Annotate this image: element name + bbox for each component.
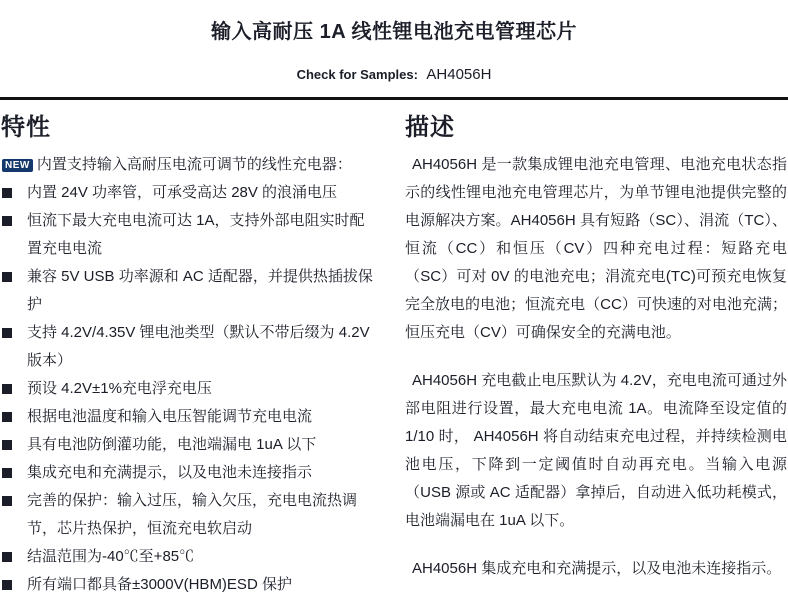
feature-item [1,179,378,207]
bullet-square-icon [2,496,12,506]
bullet-square-icon [2,412,12,422]
feature-item-text: 集成充电和充满提示，以及电池未连接指示 [27,464,313,481]
feature-item [1,403,378,431]
feature-item [1,319,378,375]
bullet-square-icon [2,468,12,478]
feature-item-text: 具有电池防倒灌功能，电池端漏电 1uA 以下 [27,436,317,453]
features-list [1,179,378,599]
bullet-square-icon [2,440,12,450]
bullet-square-icon [2,188,12,198]
new-badge: NEW [2,159,33,172]
feature-item-text: 预设 4.2V±1%充电浮充电压 [27,380,212,397]
feature-item [1,487,378,543]
feature-item-text: 所有端口都具备±3000V(HBM)ESD 保护 [27,576,292,593]
description-paragraph: AH4056H 是一款集成锂电池充电管理、电池充电状态指示的线性锂电池充电管理芯片，为单节锂电池提供完整的电源解决方案。AH4056H 具有短路（SC）、涓流（TC）、恒流（CC）和恒压（CV）四种充电过程：短路充电（SC）可对 0V 的电池充电；涓流充电(TC)可预充电恢复完全放电的电池；恒流充电（CC）可快速的对电池充满；恒压充电（CV）可确保安全的充满电池。 [405,156,787,341]
features-heading: 特性 [1,114,51,141]
feature-item-text: 兼容 5V USB 功率源和 AC 适配器，并提供热插拔保护 [27,268,373,313]
bullet-square-icon [2,272,12,282]
feature-item [1,263,378,319]
features-section [1,100,378,599]
feature-item [1,571,378,599]
part-number: AH4056H [426,66,492,83]
bullet-square-icon [2,216,12,226]
bullet-square-icon [2,384,12,394]
description-section [405,100,787,599]
samples-label: Check for Samples: [296,67,418,82]
page-title: 输入高耐压 1A 线性锂电池充电管理芯片 [211,21,577,43]
new-feature-text: 内置支持输入高耐压电流可调节的线性充电器： [36,156,352,173]
bullet-square-icon [2,552,12,562]
feature-item-text: 结温范围为-40℃至+85℃ [27,548,195,565]
feature-item-text: 内置 24V 功率管，可承受高达 28V 的浪涌电压 [27,184,338,201]
content-columns [0,100,788,599]
feature-item-text: 完善的保护：输入过压，输入欠压，充电电流热调节，芯片热保护，恒流充电软启动 [27,492,358,537]
feature-item-text: 根据电池温度和输入电压智能调节充电电流 [27,408,313,425]
feature-item [1,431,378,459]
feature-item [1,459,378,487]
feature-item-text: 支持 4.2V/4.35V 锂电池类型（默认不带后缀为 4.2V 版本） [27,324,370,369]
feature-item-text: 恒流下最大充电电流可达 1A，支持外部电阻实时配置充电电流 [27,212,365,257]
feature-item [1,375,378,403]
bullet-square-icon [2,580,12,590]
feature-item [1,543,378,571]
description-paragraph: AH4056H 充电截止电压默认为 4.2V，充电电流可通过外部电阻进行设置，最大充电电流 1A。电流降至设定值的 1/10 时， AH4056H 将自动结束充电过程，并持续检测电池电压，下降到一定阈值时自动再充电。当输入电源（USB 源或 AC 适配器）拿掉后，自动进入低功耗模式，电池端漏电在 1uA 以下。 [405,372,787,529]
samples-line [0,66,788,84]
description-paragraph: AH4056H 集成充电和充满提示，以及电池未连接指示。 [412,560,782,577]
bullet-square-icon [2,328,12,338]
new-feature-line [1,151,378,179]
feature-item [1,207,378,263]
description-heading: 描述 [405,114,455,141]
